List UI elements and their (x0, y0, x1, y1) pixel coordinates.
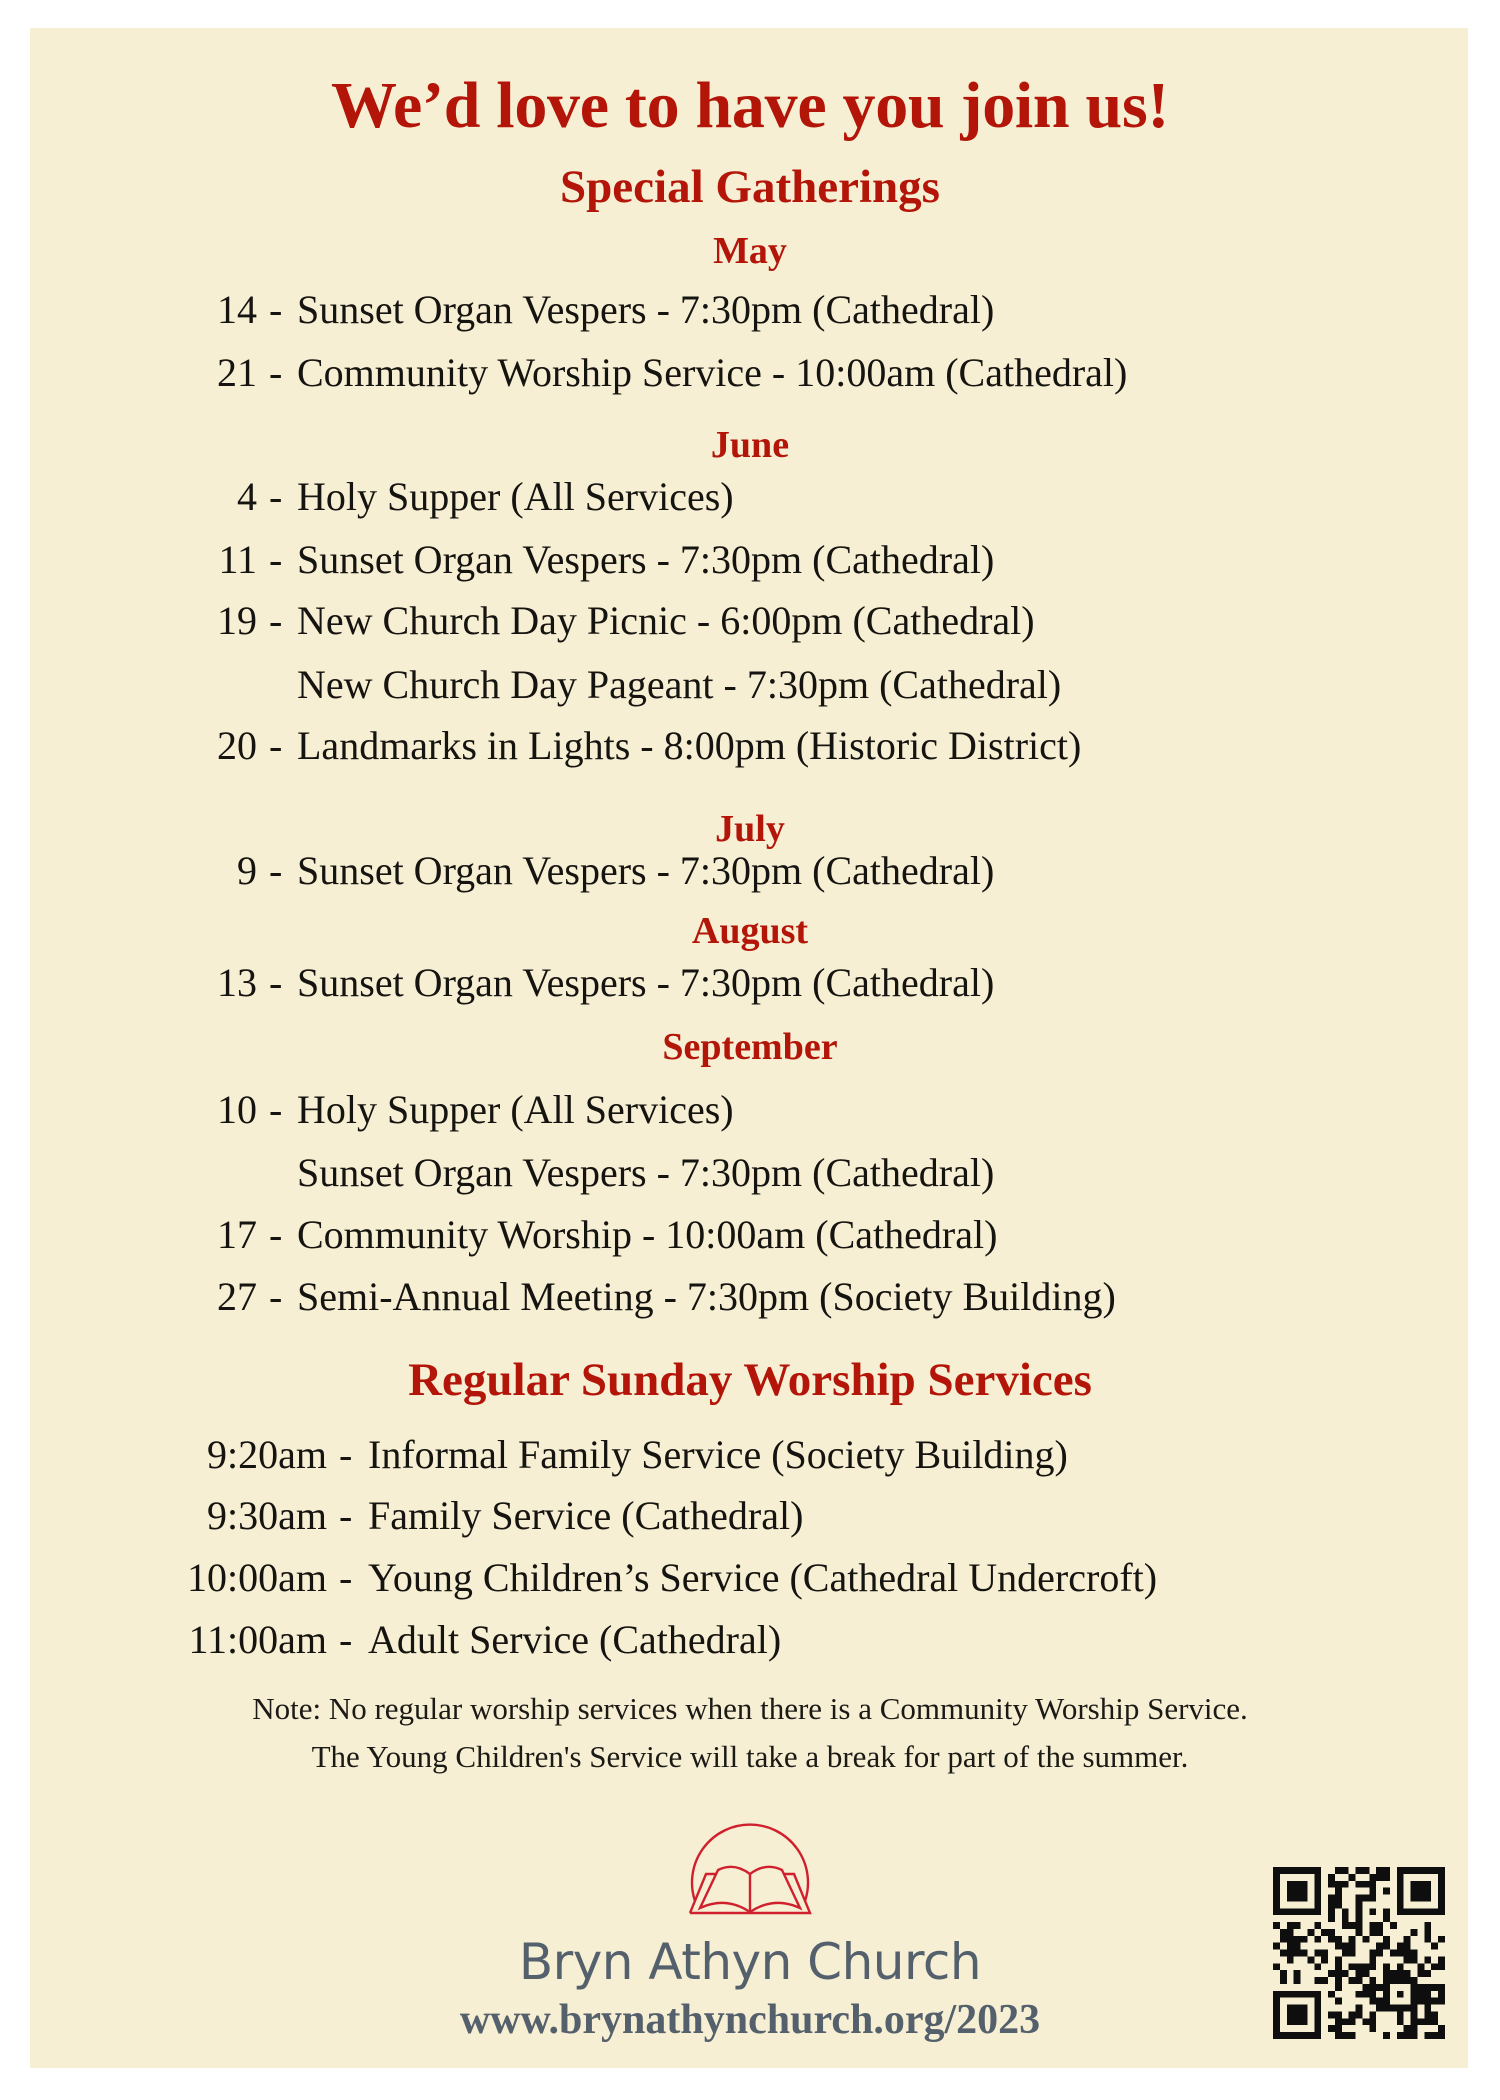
service-text: Young Children’s Service (Cathedral Undercroft) (368, 1555, 1158, 1600)
event-row (0, 287, 1500, 334)
month-heading-september: September (662, 1026, 838, 1068)
event-text: Holy Supper (All Services) (297, 1087, 734, 1132)
note-line-1: Note: No regular worship services when there is a Community Worship Service. (252, 1691, 1248, 1726)
event-row (0, 1150, 1500, 1197)
event-row (0, 960, 1500, 1007)
event-text: Sunset Organ Vespers - 7:30pm (Cathedral) (297, 848, 995, 893)
event-row (0, 537, 1500, 584)
qr-code-icon[interactable] (1273, 1867, 1445, 2039)
event-day: 4 (237, 474, 257, 519)
service-row (0, 1617, 1500, 1664)
separator-dash: - (269, 474, 283, 519)
separator-dash: - (339, 1555, 353, 1600)
separator-dash: - (269, 598, 283, 643)
event-day: 11 (218, 537, 257, 582)
separator-dash: - (269, 723, 283, 768)
service-text: Informal Family Service (Society Building) (368, 1432, 1068, 1477)
event-text: Semi-Annual Meeting - 7:30pm (Society Building) (297, 1274, 1116, 1319)
event-row (0, 598, 1500, 645)
month-heading-august: August (691, 910, 809, 952)
event-row (0, 350, 1500, 397)
event-text: Sunset Organ Vespers - 7:30pm (Cathedral) (297, 287, 995, 332)
event-text: New Church Day Picnic - 6:00pm (Cathedral) (297, 598, 1035, 643)
event-day: 19 (217, 598, 257, 643)
separator-dash: - (269, 350, 283, 395)
service-text: Adult Service (Cathedral) (368, 1617, 782, 1662)
open-book-in-circle-icon (686, 1822, 814, 1922)
event-day: 14 (217, 287, 257, 332)
separator-dash: - (269, 960, 283, 1005)
event-text: Holy Supper (All Services) (297, 474, 734, 519)
separator-dash: - (269, 287, 283, 332)
event-text: New Church Day Pageant - 7:30pm (Cathedral) (297, 662, 1062, 707)
page-title: We’d love to have you join us! (330, 69, 1170, 142)
event-row (0, 723, 1500, 770)
event-day: 17 (217, 1212, 257, 1257)
service-row (0, 1432, 1500, 1479)
service-row (0, 1555, 1500, 1602)
special-gatherings-heading: Special Gatherings (560, 161, 940, 213)
event-row (0, 474, 1500, 521)
service-text: Family Service (Cathedral) (368, 1493, 804, 1538)
event-row (0, 1274, 1500, 1321)
separator-dash: - (339, 1617, 353, 1662)
service-time: 11:00am (188, 1617, 327, 1662)
separator-dash: - (269, 848, 283, 893)
separator-dash: - (269, 537, 283, 582)
event-row (0, 1212, 1500, 1259)
website-link[interactable]: www.brynathynchurch.org/2023 (459, 1997, 1041, 2043)
event-day: 21 (217, 350, 257, 395)
event-text: Landmarks in Lights - 8:00pm (Historic District) (297, 723, 1082, 768)
event-row (0, 848, 1500, 895)
event-day: 10 (217, 1087, 257, 1132)
separator-dash: - (269, 1274, 283, 1319)
event-day: 20 (217, 723, 257, 768)
month-heading-july: July (715, 808, 785, 850)
event-text: Sunset Organ Vespers - 7:30pm (Cathedral) (297, 1150, 995, 1195)
regular-services-heading: Regular Sunday Worship Services (408, 1354, 1092, 1406)
separator-dash: - (269, 1087, 283, 1132)
event-text: Community Worship - 10:00am (Cathedral) (297, 1212, 998, 1257)
event-text: Sunset Organ Vespers - 7:30pm (Cathedral) (297, 960, 995, 1005)
separator-dash: - (339, 1432, 353, 1477)
event-row (0, 662, 1500, 709)
event-text: Sunset Organ Vespers - 7:30pm (Cathedral) (297, 537, 995, 582)
event-row (0, 1087, 1500, 1134)
separator-dash: - (269, 1212, 283, 1257)
church-name: Bryn Athyn Church (518, 1933, 982, 1991)
month-heading-may: May (713, 230, 787, 272)
note-line-2: The Young Children's Service will take a break for part of the summer. (311, 1739, 1189, 1774)
service-time: 9:30am (207, 1493, 327, 1538)
separator-dash: - (339, 1493, 353, 1538)
event-day: 27 (217, 1274, 257, 1319)
event-text: Community Worship Service - 10:00am (Cathedral) (297, 350, 1128, 395)
month-heading-june: June (710, 424, 790, 466)
event-day: 13 (217, 960, 257, 1005)
event-day: 9 (237, 848, 257, 893)
service-time: 9:20am (207, 1432, 327, 1477)
service-row (0, 1493, 1500, 1540)
service-time: 10:00am (187, 1555, 327, 1600)
